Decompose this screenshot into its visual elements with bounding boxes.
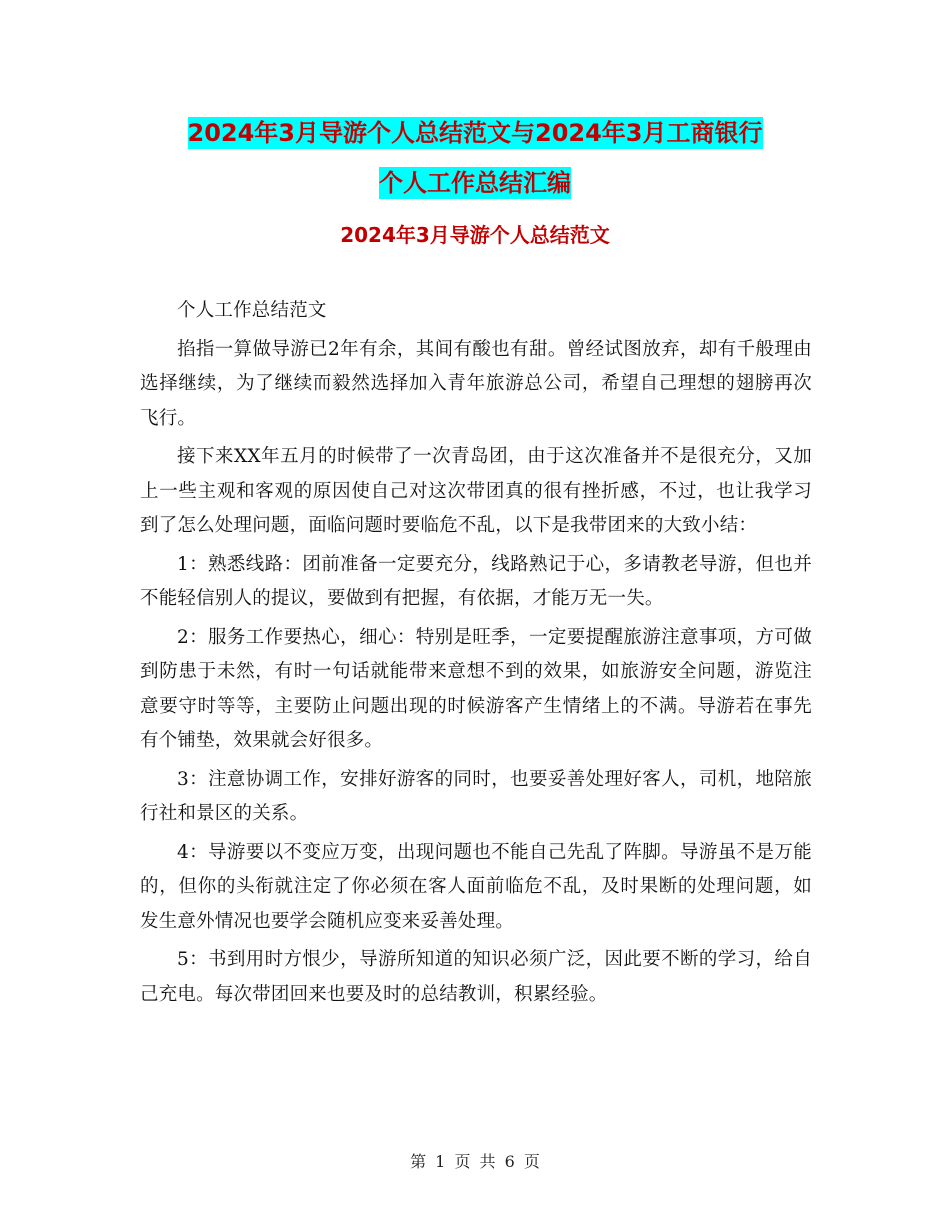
document-title-line-1: 2024年3月导游个人总结范文与2024年3月工商银行 [187, 119, 763, 147]
paragraph: 2：服务工作要热心，细心：特别是旺季，一定要提醒旅游注意事项，方可做到防患于未然，有时一句话就能带来意想不到的效果，如旅游安全问题，游览注意要守时等等，主要防止问题出现的时候游客产生情绪上的不满。导游若在事先有个铺垫，效果就会好很多。 [140, 626, 812, 751]
paragraph: 个人工作总结范文 [177, 300, 327, 321]
document-title-line-2: 个人工作总结汇编 [379, 169, 571, 197]
paragraph: 1：熟悉线路：团前准备一定要充分，线路熟记于心，多请教老导游，但也并不能轻信别人的提议，要做到有把握，有依据，才能万无一失。 [140, 553, 812, 609]
paragraph: 3：注意协调工作，安排好游客的同时，也要妥善处理好客人，司机，地陪旅行社和景区的关系。 [140, 768, 812, 824]
document-body [140, 294, 812, 1016]
section-title: 2024年3月导游个人总结范文 [340, 223, 610, 247]
paragraph: 4：导游要以不变应万变，出现问题也不能自己先乱了阵脚。导游虽不是万能的，但你的头衔就注定了你必须在客人面前临危不乱，及时果断的处理问题，如发生意外情况也要学会随机应变来妥善处理。 [140, 841, 812, 932]
document-title [140, 108, 810, 208]
page-number-footer: 第 1 页 共 6 页 [410, 1152, 540, 1171]
paragraph: 掐指一算做导游已2年有余，其间有酸也有甜。曾经试图放弃，却有千般理由选择继续，为了继续而毅然选择加入青年旅游总公司，希望自己理想的翅膀再次飞行。 [140, 338, 812, 429]
paragraph: 5：书到用时方恨少，导游所知道的知识必须广泛，因此要不断的学习，给自己充电。每次带团回来也要及时的总结教训，积累经验。 [140, 949, 812, 1005]
paragraph: 接下来XX年五月的时候带了一次青岛团，由于这次准备并不是很充分，又加上一些主观和客观的原因使自己对这次带团真的很有挫折感，不过，也让我学习到了怎么处理问题，面临问题时要临危不乱，以下是我带团来的大致小结： [140, 446, 812, 536]
